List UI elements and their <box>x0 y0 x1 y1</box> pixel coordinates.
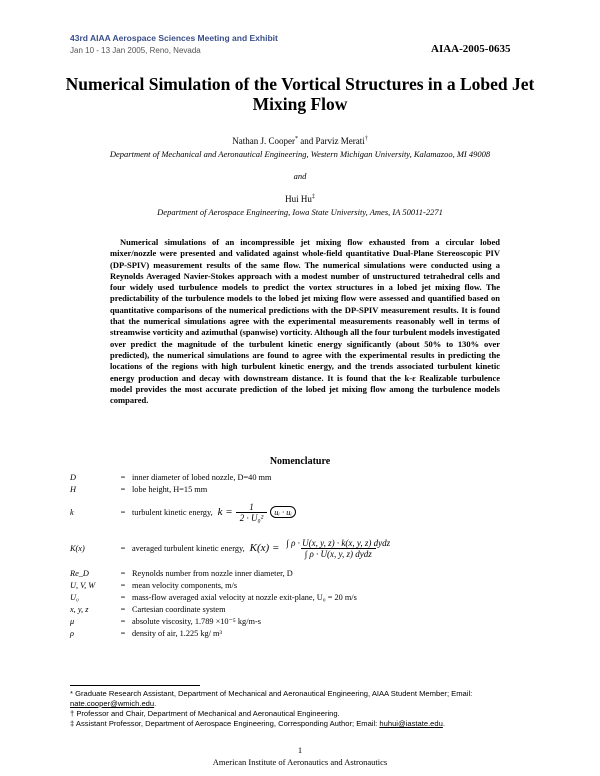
nomenclature-row <box>70 615 540 627</box>
equals-sign: = <box>120 628 126 638</box>
nomenclature-desc: mass-flow averaged axial velocity at nozzle exit-plane, U₀ = 20 m/s <box>132 592 357 602</box>
nomenclature-row <box>70 579 540 591</box>
nomenclature-desc: absolute viscosity, 1.789 ×10⁻⁵ kg/m-s <box>132 617 261 626</box>
fraction-denominator: 2 · U₀² <box>236 512 268 523</box>
footnote-text: ‡ Assistant Professor, Department of Aerospace Engineering, Corresponding Author; Email: <box>70 719 380 728</box>
footnote-1: * Graduate Research Assistant, Department of Mechanical and Aeronautical Engineering, AIAA Student Member; Email: nate.cooper@wmich.edu. <box>70 689 473 708</box>
nomenclature-symbol: ρ <box>70 628 74 638</box>
nomenclature-row <box>70 483 540 495</box>
footnotes <box>70 689 540 729</box>
nomenclature-row <box>70 495 540 529</box>
nomenclature-desc: density of air, 1.225 kg/ m³ <box>132 628 222 638</box>
conference-name: 43rd AIAA Aerospace Sciences Meeting and Exhibit <box>70 33 278 43</box>
footnote-2: † Professor and Chair, Department of Mechanical and Aeronautical Engineering. <box>70 709 340 718</box>
footnote-divider <box>70 685 200 686</box>
nomenclature-symbol: k <box>70 507 74 517</box>
authors-line <box>40 136 560 146</box>
footnote-3: ‡ Assistant Professor, Department of Aerospace Engineering, Corresponding Author; Email: huhui@iastate.edu. <box>70 719 445 728</box>
abstract: Numerical simulations of an incompressible jet mixing flow exhausted from a circular lobed mixer/nozzle were presented and validated against whole-field quantitative Dual-Plane Stereoscopic PIV (DP-SPIV) measurement results of the same flow. The numerical simulations were conducted using a Reynolds Averaged Navier-Stokes approach with a modest number of unstructured tetrahedral cells and four widely used turbulence models to predict the vortex structures in a lobed jet mixing flow. The predictability of the turbulence models to the lobed jet mixing flow were assessed and quantified based on quantitative comparisons of the numerical predictions with the DP-SPIV measurement results. It is found that the numerical simulations agree with the experimental measurements reasonably well in terms of streamwise vorticity and azimuthal (spanwise) vorticity. Although all the four turbulent models investigated over predict the magnitude of the turbulent kinetic energy significantly (about 50% to 130% over predicted), the numerical simulations are found to agree with the experimental results in predicting the locations of the regions with high turbulent kinetic energy, and the trends associated turbulent kinetic energy production and decay with downstream distance. It is found that the k-ε Realizable turbulence model provides the most accurate prediction of the lobed jet mixing flow among the turbulence models compared. <box>110 237 500 406</box>
nomenclature-row <box>70 471 540 483</box>
fraction-numerator: ∫ ρ · U(x, y, z) · k(x, y, z) dydz <box>286 537 391 548</box>
nomenclature-desc: lobe height, H=15 mm <box>132 484 208 494</box>
nomenclature-row <box>70 567 540 579</box>
nomenclature-symbol: μ <box>70 616 75 626</box>
nomenclature-desc: turbulent kinetic energy, <box>132 507 213 517</box>
footnote-mark: ‡ <box>311 194 315 200</box>
nomenclature-heading: Nomenclature <box>269 456 331 467</box>
equals-sign: = <box>120 543 126 553</box>
k-formula-paren: uᵢ · uᵢ <box>270 506 296 518</box>
equals-sign: = <box>120 604 126 614</box>
and-separator: and <box>293 171 307 181</box>
nomenclature-symbol: K(x) <box>70 543 85 553</box>
equals-sign: = <box>120 568 126 578</box>
nomenclature-desc: averaged turbulent kinetic energy, <box>132 543 245 553</box>
page-number: 1 <box>297 745 303 755</box>
equals-sign: = <box>120 484 126 494</box>
and-text: and <box>298 136 316 146</box>
equals-sign: = <box>120 507 126 517</box>
nomenclature-desc-k <box>132 502 540 523</box>
conference-dates: Jan 10 - 13 Jan 2005, Reno, Nevada <box>70 46 201 55</box>
nomenclature-desc: Reynolds number from nozzle inner diameter, D <box>132 568 293 578</box>
nomenclature-symbol: D <box>70 472 76 482</box>
email-link[interactable]: huhui@iastate.edu <box>379 719 443 728</box>
nomenclature-desc: mean velocity components, m/s <box>132 580 238 590</box>
nomenclature-desc: inner diameter of lobed nozzle, D=40 mm <box>132 472 272 482</box>
author-name: Nathan J. Cooper <box>232 136 295 146</box>
nomenclature-list <box>70 471 540 639</box>
equals-sign: = <box>120 580 126 590</box>
affiliation: Department of Aerospace Engineering, Iowa State University, Ames, IA 50011-2271 <box>157 207 443 217</box>
nomenclature-symbol: U, V, W <box>70 580 96 590</box>
equals-sign: = <box>120 616 126 626</box>
footnote-mark: † <box>364 136 368 142</box>
nomenclature-row <box>70 529 540 567</box>
author-name: Hui Hu <box>285 194 312 204</box>
nomenclature-row <box>70 603 540 615</box>
nomenclature-desc: Cartesian coordinate system <box>132 604 226 614</box>
equals-sign: = <box>120 592 126 602</box>
equals-sign: = <box>120 472 126 482</box>
K-formula-lhs: K(x) = <box>249 542 280 554</box>
nomenclature-symbol: H <box>70 484 76 494</box>
footnote-text: * Graduate Research Assistant, Department of Mechanical and Aeronautical Engineering, AIAA Student Member; Email: <box>70 689 473 698</box>
nomenclature-row <box>70 627 540 639</box>
k-formula-fraction <box>236 502 268 523</box>
K-formula-fraction <box>282 538 394 559</box>
fraction-denominator: ∫ ρ · U(x, y, z) dydz <box>301 548 376 559</box>
nomenclature-symbol: U₀ <box>70 592 79 602</box>
nomenclature-desc-K <box>132 538 540 559</box>
author-name: Parviz Merati <box>315 136 365 146</box>
k-formula-lhs: k = <box>217 506 233 518</box>
nomenclature-row <box>70 591 540 603</box>
fraction-numerator: 1 <box>249 501 254 512</box>
nomenclature-symbol: x, y, z <box>70 604 89 614</box>
nomenclature-symbol: Re_D <box>70 568 89 578</box>
email-link[interactable]: nate.cooper@wmich.edu <box>70 699 155 708</box>
author-line-2 <box>40 194 560 204</box>
page-footer: American Institute of Aeronautics and Astronautics <box>212 757 388 767</box>
affiliation: Department of Mechanical and Aeronautical Engineering, Western Michigan University, Kalamazoo, MI 49008 <box>109 149 491 159</box>
paper-id: AIAA-2005-0635 <box>431 43 511 55</box>
footnote-mark: * <box>295 136 298 142</box>
paper-title: Numerical Simulation of the Vortical Structures in a Lobed Jet Mixing Flow <box>65 74 535 114</box>
